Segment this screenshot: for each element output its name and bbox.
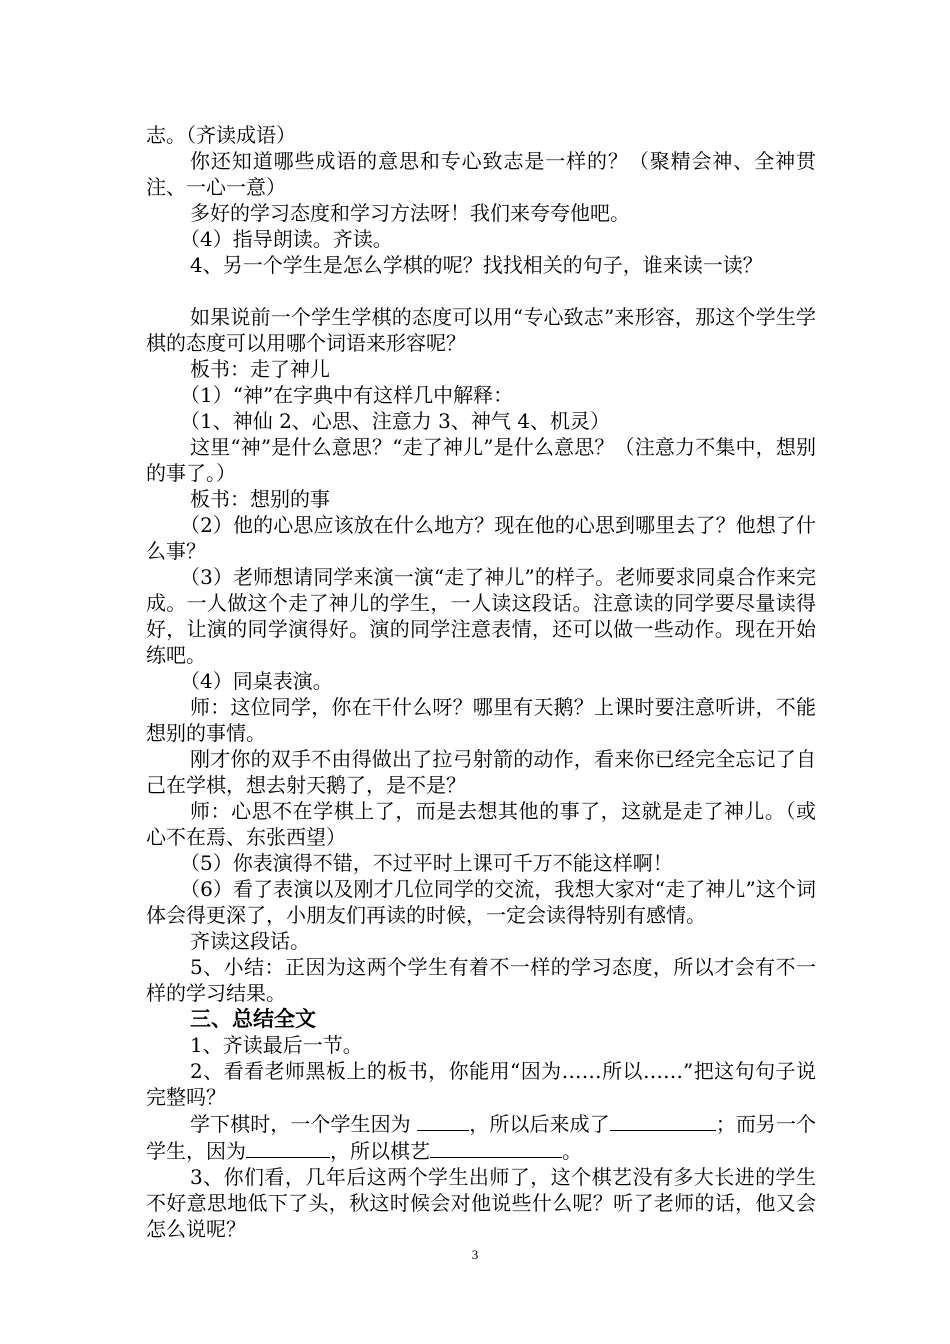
paragraph: 板书：想别的事 [190, 487, 330, 511]
fill-text: 。 [562, 1139, 582, 1163]
fill-in-sentence [146, 1110, 816, 1164]
paragraph: 3、你们看，几年后这两个学生出师了，这个棋艺没有多大长进的学生不好意思地低下了头，秋这时候会对他说些什么呢？听了老师的话，他又会怎么说呢？ [146, 1165, 816, 1241]
paragraph: 刚才你的双手不由得做出了拉弓射箭的动作，看来你已经完全忘记了自己在学棋，想去射天鹅了，是不是？ [146, 747, 816, 797]
fill-blank [417, 1110, 469, 1131]
paragraph: 师：心思不在学棋上了，而是去想其他的事了，这就是走了神儿。（或心不在焉、东张西望） [146, 799, 816, 849]
paragraph: 师：这位同学，你在干什么呀？哪里有天鹅？上课时要注意听讲，不能想别的事情。 [146, 695, 816, 745]
paragraph: 如果说前一个学生学棋的态度可以用“专心致志”来形容，那这个学生学棋的态度可以用哪个词语来形容呢？ [146, 305, 816, 355]
paragraph: 板书：走了神儿 [190, 357, 330, 381]
paragraph: （6）看了表演以及刚才几位同学的交流，我想大家对“走了神儿”这个词体会得更深了，小朋友们再读的时候，一定会读得特别有感情。 [146, 877, 816, 927]
fill-blank [610, 1110, 716, 1131]
fill-blank [246, 1137, 330, 1158]
paragraph: （3）老师想请同学来演一演“走了神儿”的样子。老师要求同桌合作来完成。一人做这个走了神儿的学生，一人读这段话。注意读的同学要尽量读得好，让演的同学演得好。演的同学注意表情，还可以做一些动作。现在开始练吧。 [146, 565, 816, 667]
fill-text: 学下棋时，一个学生因为 [190, 1112, 411, 1136]
paragraph: （2）他的心思应该放在什么地方？现在他的心思到哪里去了？他想了什么事？ [146, 513, 816, 563]
paragraph: （1、神仙 2、心思、注意力 3、神气 4、机灵） [180, 409, 610, 433]
paragraph: （1）“神”在字典中有这样几中解释： [180, 383, 514, 407]
paragraph: 志。（齐读成语） [146, 123, 296, 147]
paragraph: 4、另一个学生是怎么学棋的呢？找找相关的句子，谁来读一读？ [190, 253, 763, 277]
fill-text: ，所以后来成了 [469, 1112, 610, 1136]
paragraph: 齐读这段话。 [190, 929, 310, 953]
paragraph: 多好的学习态度和学习方法呀！我们来夸夸他吧。 [190, 201, 630, 225]
fill-text: ；而另一个学生，因为 [146, 1112, 817, 1163]
spacer [146, 278, 816, 304]
paragraph: （4）指导朗读。齐读。 [180, 227, 393, 251]
paragraph: 这里“神”是什么意思？“走了神儿”是什么意思？（注意力不集中，想别的事了。） [146, 435, 816, 485]
paragraph: 5、小结：正因为这两个学生有着不一样的学习态度，所以才会有不一样的学习结果。 [146, 955, 816, 1005]
paragraph: 你还知道哪些成语的意思和专心致志是一样的？（聚精会神、全神贯注、一心一意） [146, 149, 816, 199]
document-body [146, 122, 816, 1242]
paragraph: 2、看看老师黑板上的板书，你能用“因为……所以……”把这句句子说完整吗？ [146, 1059, 816, 1109]
section-heading: 三、总结全文 [190, 1007, 316, 1031]
paragraph: （5）你表演得不错，不过平时上课可千万不能这样啊！ [180, 851, 673, 875]
page-number: 3 [471, 1247, 479, 1262]
paragraph: （4）同桌表演。 [180, 669, 333, 693]
fill-text: ，所以棋艺 [330, 1139, 430, 1163]
paragraph: 1、齐读最后一节。 [190, 1033, 363, 1057]
fill-blank [430, 1137, 562, 1158]
